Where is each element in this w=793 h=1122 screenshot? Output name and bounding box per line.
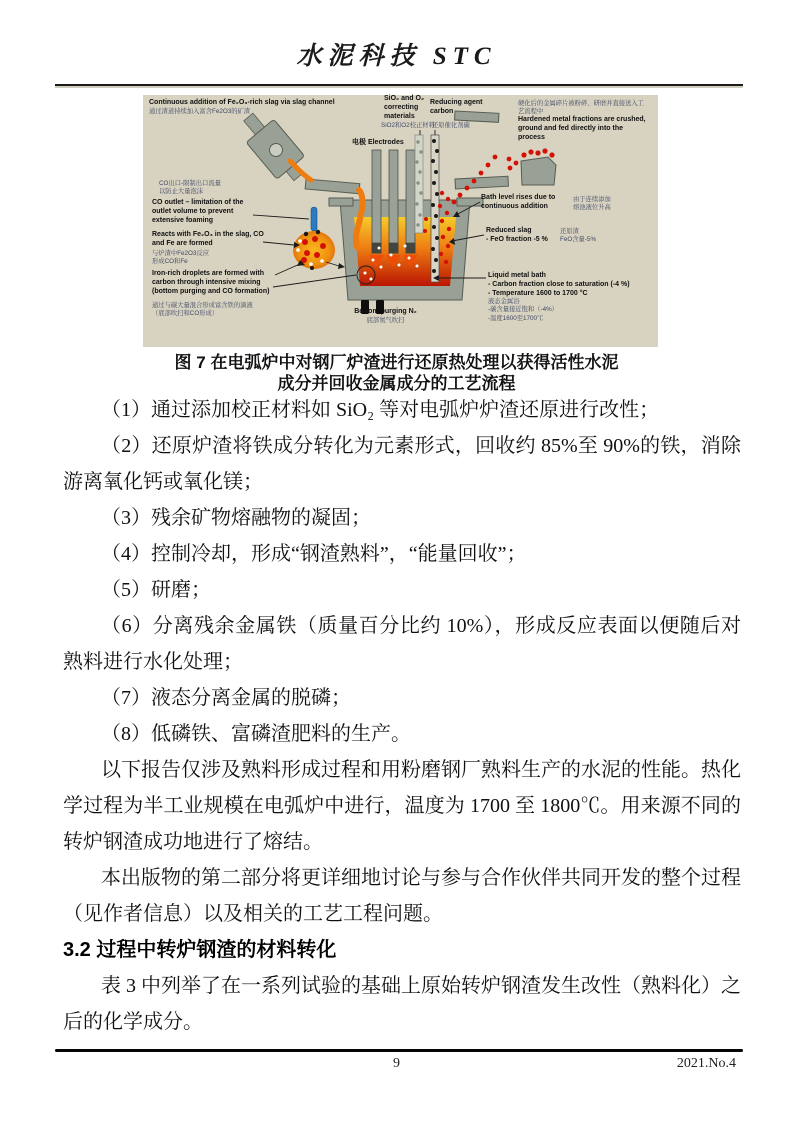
label-bottom-purging: Bottom purging N₂ 底部氮气吹扫 — [354, 308, 417, 324]
figure-caption-line1: 图 7 在电弧炉中对钢厂炉渣进行还原热处理以获得活性水泥 — [174, 353, 619, 372]
label-iron-droplets: Iron-rich droplets are formed with carbon through intensive mixing (bottom purging and CO formation) — [152, 270, 270, 295]
label-liquid-metal: Liquid metal bath - Carbon fraction close to saturation (-4 %) - Temperature 1600 to 1700 °C 液态金属浴 -碳含量接近饱和（-4%） -温度1600至1700℃ — [488, 272, 630, 322]
footer-rule — [55, 1049, 743, 1052]
label-iron-droplets-zh: 通过与碳大量混合形成富含铁的滴液 （底部吹扫和CO形成） — [152, 302, 253, 318]
label-reacts-zh: 与炉渣中Fe2O3反应 形成CO和Fe — [152, 250, 210, 266]
paragraph-report-scope: 以下报告仅涉及熟料形成过程和用粉磨钢厂熟料生产的水泥的性能。热化学过程为半工业规模在电弧炉中进行，温度为 1700 至 1800℃。用来源不同的转炉钢渣成功地进行了熔结。 — [63, 759, 741, 853]
label-reduced-slag-zh: 还原渣 FeO含量-5% — [560, 228, 597, 244]
article-body — [63, 392, 741, 1040]
list-item-7: （7）液态分离金属的脱磷； — [101, 687, 351, 709]
label-co-outlet-zh: CO出口-限制出口流量 以防止大量泡沫 — [159, 180, 221, 196]
list-item-4: （4）控制冷却，形成“钢渣熟料”，“能量回收”； — [101, 543, 527, 565]
list-item-6: （6）分离残余金属铁（质量百分比约 10%），形成反应表面以便随后对熟料进行水化处理； — [63, 615, 741, 673]
label-correcting-materials-zh: SiO2和O2校正材料 — [381, 122, 435, 129]
section-heading-3-2: 3.2 过程中转炉钢渣的材料转化 — [63, 939, 337, 961]
list-item-2: （2）还原炉渣将铁成分转化为元素形式，回收约 85%至 90%的铁，消除游离氧化钙或氧化镁； — [63, 435, 741, 493]
metal-chunk-icon — [521, 157, 556, 185]
paragraph-publication-part2: 本出版物的第二部分将更详细地讨论与参与合作伙伴共同开发的整个过程（见作者信息）以及相关的工艺工程问题。 — [63, 867, 741, 925]
list-item-8: （8）低磷铁、富磷渣肥料的生产。 — [101, 723, 411, 745]
label-hardened-metal: 硬化后的金属碎片被粉碎、研磨并直接送入工艺流程中 Hardened metal fractions are crushed, ground and fed directly into the process — [518, 100, 646, 141]
label-correcting-materials: SiO₂ and O₂ correcting materials — [384, 95, 425, 120]
carbon-column-icon — [431, 135, 439, 282]
electric-arc-icon — [369, 255, 418, 267]
list-item-5: （5）研磨； — [101, 579, 211, 601]
journal-title: 水泥科技 STC — [296, 43, 497, 70]
label-bath-level-zh: 由于连续添加 熔池液位升高 — [573, 196, 611, 212]
figure-7-process-diagram — [143, 95, 658, 347]
figure-caption — [0, 352, 793, 394]
issue-label: 2021.No.4 — [676, 1056, 736, 1071]
page-number: 9 — [393, 1056, 400, 1071]
metal-launder-icon — [455, 176, 508, 189]
correcting-column-icon — [415, 135, 423, 233]
label-slag-channel: Continuous addition of Fe₂O₃-rich slag via slag channel 通过渣道持续加入富含Fe2O3的矿渣 — [149, 99, 335, 115]
label-reducing-agent: Reducing agent carbon — [430, 99, 483, 115]
label-bath-level: Bath level rises due to continuous addition — [481, 194, 556, 210]
label-co-outlet: CO outlet – limitation of the outlet volume to prevent extensive foaming — [152, 199, 244, 224]
co-outlet-pipe-icon — [311, 207, 317, 231]
label-reduced-slag: Reduced slag - FeO fraction -5 % — [486, 227, 548, 243]
list-item-1: （1）通过添加校正材料如 SiO₂ 等对电弧炉炉渣还原进行改性； — [101, 399, 660, 421]
list-item-3: （3）残余矿物熔融物的凝固； — [101, 507, 371, 529]
molten-bath — [354, 217, 456, 286]
paragraph-table3-intro: 表 3 中列举了在一系列试验的基础上原始转炉钢渣发生改性（熟料化）之后的化学成分。 — [63, 975, 741, 1033]
header-rule — [55, 84, 743, 86]
figure-caption-line2: 成分并回收金属成分的工艺流程 — [277, 374, 516, 393]
electrodes-icon — [372, 150, 415, 253]
label-reducing-agent-zh: 还原催化剂碳 — [432, 122, 470, 129]
label-electrodes: 电极 Electrodes — [352, 139, 404, 146]
label-reacts: Reacts with Fe₂O₃ in the slag, CO and Fe are formed — [152, 231, 264, 247]
